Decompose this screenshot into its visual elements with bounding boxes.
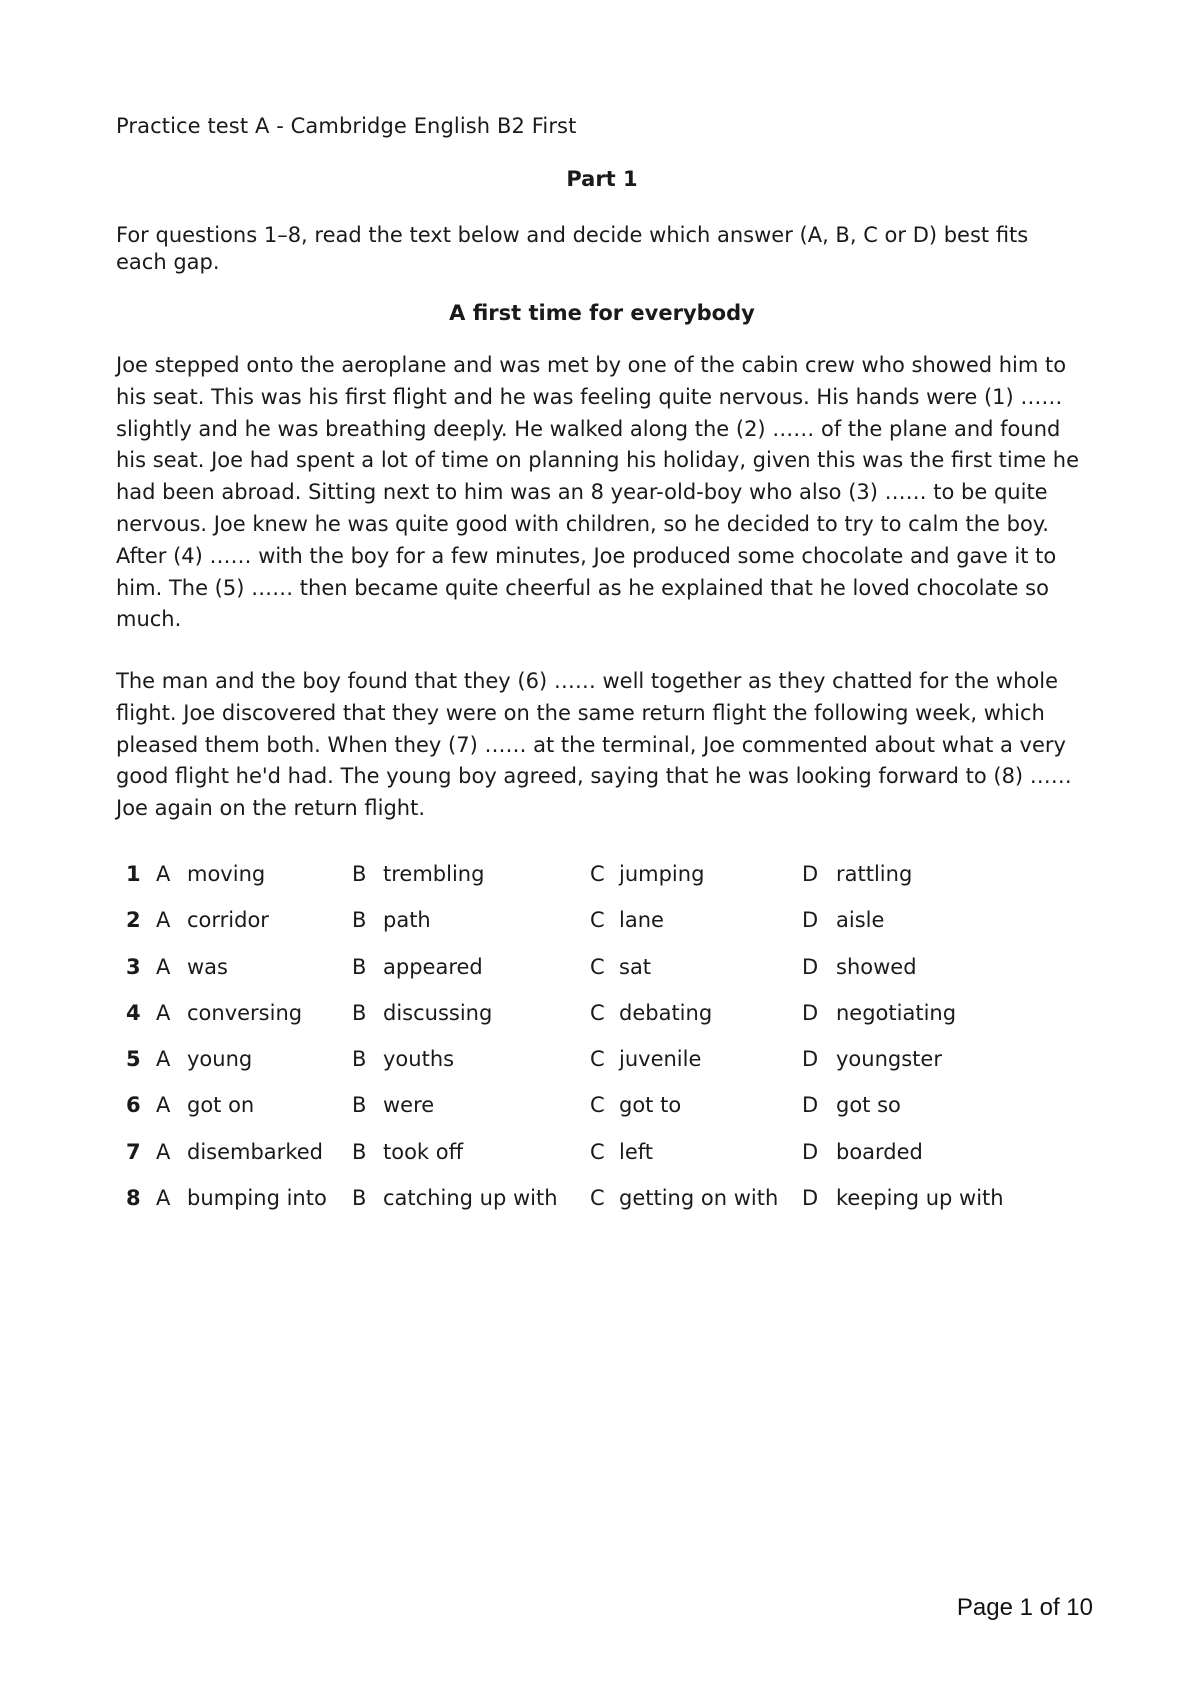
option-a: conversing (187, 1000, 303, 1025)
answer-options-table (116, 860, 1096, 1230)
option-c: left (619, 1139, 654, 1164)
option-letter-c: C (590, 1000, 605, 1025)
question-row-5 (116, 1045, 1096, 1091)
option-letter-c: C (590, 1139, 605, 1164)
option-letter-b: B (352, 1186, 367, 1211)
option-letter-d: D (802, 862, 819, 886)
option-a: got on (187, 1093, 255, 1118)
option-b: discussing (383, 1000, 493, 1025)
option-letter-d: D (802, 1139, 819, 1164)
option-letter-c: C (590, 1186, 605, 1211)
option-letter-d: D (802, 1186, 819, 1211)
option-d: got so (836, 1093, 901, 1118)
option-letter-b: B (352, 1093, 367, 1118)
question-number: 4 (126, 1000, 141, 1025)
question-row-8 (116, 1184, 1096, 1230)
question-row-4 (116, 999, 1096, 1045)
question-number: 1 (126, 862, 141, 886)
question-number: 6 (126, 1093, 141, 1118)
option-b: appeared (383, 954, 483, 979)
option-letter-d: D (802, 954, 819, 979)
reading-text-title: A first time for everybody (449, 301, 755, 325)
question-number: 3 (126, 954, 141, 979)
question-number: 2 (126, 908, 141, 933)
option-letter-d: D (802, 1047, 819, 1072)
option-d: keeping up with (836, 1186, 1004, 1211)
option-a: corridor (187, 908, 269, 933)
option-letter-a: A (156, 862, 171, 886)
option-b: trembling (383, 862, 485, 886)
option-b: youths (383, 1047, 455, 1072)
option-letter-d: D (802, 1000, 819, 1025)
option-b: catching up with (383, 1186, 558, 1211)
option-letter-a: A (156, 1000, 171, 1025)
part-heading: Part 1 (566, 167, 638, 191)
question-number: 8 (126, 1186, 141, 1211)
question-row-2 (116, 906, 1096, 952)
passage-paragraph-text: Joe stepped onto the aeroplane and was met by one of the cabin crew who showed him to his seat. This was his first flight and he was feeling quite nervous. His hands were (1) …… slightly and he was breathing deeply. He walked along the (2) …… of the plane and found his seat. Joe had spent a lot of time on planning his holiday, given this was the first time he had been abroad. Sitting next to him was an 8 year-old-boy who also (3) …… to be quite nervous. Joe knew he was quite good with children, so he decided to try to calm the boy. After (4) …… with the boy for a few minutes, Joe produced some chocolate and gave it to him. The (5) …… then became quite cheerful as he explained that he loved chocolate so much. (116, 353, 1080, 632)
option-a: disembarked (187, 1139, 323, 1164)
question-row-3 (116, 953, 1096, 999)
option-b: took off (383, 1139, 464, 1164)
option-letter-a: A (156, 954, 171, 979)
option-letter-a: A (156, 1047, 171, 1072)
option-letter-b: B (352, 954, 367, 979)
instructions-text: For questions 1–8, read the text below and decide which answer (A, B, C or D) best fits each gap. (116, 223, 1029, 274)
option-c: jumping (619, 862, 705, 886)
option-b: path (383, 908, 431, 933)
option-c: got to (619, 1093, 682, 1118)
question-row-6 (116, 1091, 1096, 1137)
option-letter-d: D (802, 1093, 819, 1118)
option-c: lane (619, 908, 664, 933)
option-c: sat (619, 954, 652, 979)
option-c: getting on with (619, 1186, 779, 1211)
question-number: 5 (126, 1047, 141, 1072)
option-letter-b: B (352, 1047, 367, 1072)
option-letter-c: C (590, 862, 605, 886)
option-d: rattling (836, 862, 913, 886)
option-letter-b: B (352, 1000, 367, 1025)
option-letter-d: D (802, 908, 819, 933)
option-d: negotiating (836, 1000, 957, 1025)
option-letter-a: A (156, 1139, 171, 1164)
page-number: Page 1 of 10 (956, 1594, 1093, 1621)
option-c: debating (619, 1000, 713, 1025)
option-d: youngster (836, 1047, 942, 1072)
option-letter-c: C (590, 1047, 605, 1072)
document-title: Practice test A - Cambridge English B2 First (116, 114, 577, 138)
option-d: aisle (836, 908, 885, 933)
option-letter-a: A (156, 1093, 171, 1118)
question-row-7 (116, 1138, 1096, 1184)
option-letter-a: A (156, 1186, 171, 1211)
question-number: 7 (126, 1139, 141, 1164)
option-letter-b: B (352, 908, 367, 933)
option-letter-b: B (352, 1139, 367, 1164)
option-a: young (187, 1047, 253, 1072)
passage-paragraph-2 (116, 666, 1096, 825)
option-d: boarded (836, 1139, 923, 1164)
option-letter-a: A (156, 908, 171, 933)
option-b: were (383, 1093, 435, 1118)
option-c: juvenile (619, 1047, 702, 1072)
option-letter-c: C (590, 954, 605, 979)
option-a: was (187, 954, 228, 979)
option-d: showed (836, 954, 917, 979)
option-letter-b: B (352, 862, 367, 886)
option-a: bumping into (187, 1186, 327, 1211)
passage-paragraph-text: The man and the boy found that they (6) …… well together as they chatted for the whole flight. Joe discovered that they were on the same return flight the following week, which pleased them both. When they (7) …… at the terminal, Joe commented about what a very good flight he'd had. The young boy agreed, saying that he was looking forward to (8) …… Joe again on the return flight. (116, 669, 1072, 821)
question-row-1 (116, 860, 1096, 906)
passage-paragraph-1 (116, 350, 1096, 636)
option-letter-c: C (590, 908, 605, 933)
option-letter-c: C (590, 1093, 605, 1118)
option-a: moving (187, 862, 266, 886)
